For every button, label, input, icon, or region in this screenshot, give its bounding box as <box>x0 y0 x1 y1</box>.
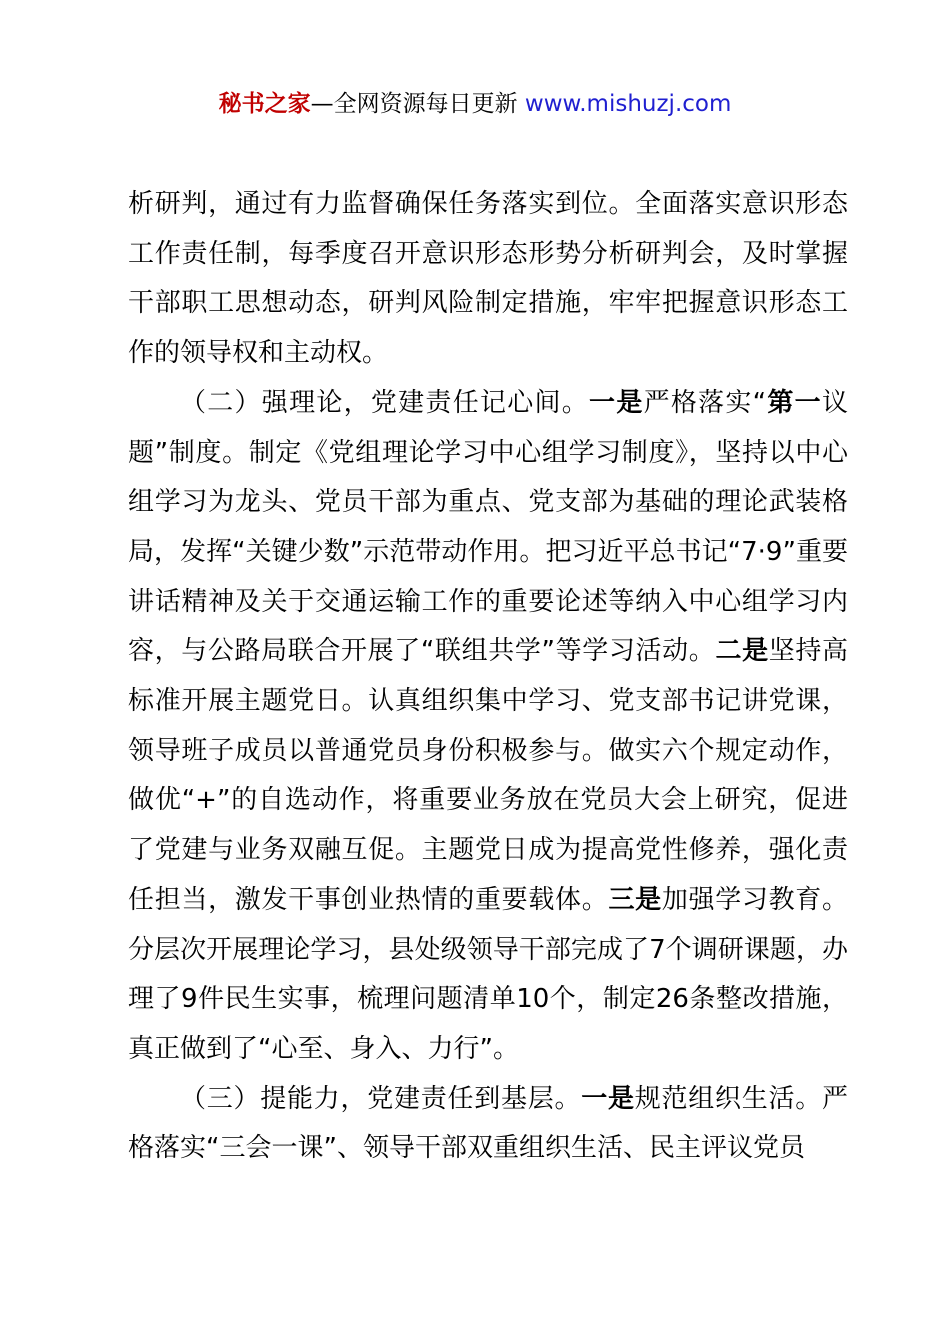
p2-bold-4: 三是 <box>608 884 662 915</box>
paragraph-2 <box>128 379 848 1075</box>
paragraph-1: 析研判，通过有力监督确保任务落实到位。全面落实意识形态工作责任制，每季度召开意识形态形势分析研判会，及时掌握干部职工思想动态，研判风险制定措施，牢牢把握意识形态工作的领导权和主动权。 <box>128 189 848 369</box>
header-url-link[interactable]: www.mishuzj.com <box>524 91 732 117</box>
p2-bold-2: 第一 <box>766 387 822 418</box>
p2-text-5: 加强学习教育。分层次开展理论学习，县处级领导干部完成了7个调研课题，办理了9件民生实事，梳理问题清单10个，制定26条整改措施，真正做到了“心至、身入、力行”。 <box>128 884 848 1064</box>
paragraph-3 <box>128 1075 848 1174</box>
page-header <box>0 88 950 120</box>
document-body <box>128 180 848 1174</box>
header-slogan: —全网资源每日更新 <box>310 91 525 117</box>
p2-bold-1: 一是 <box>589 387 644 418</box>
p2-text-3: 议题”制度。制定《党组理论学习中心组学习制度》，坚持以中心组学习为龙头、党员干部为重点、党支部为基础的理论武装格局，发挥“关键少数”示范带动作用。把习近平总书记“7·9”重要讲话精神及关于交通运输工作的重要论述等纳入中心组学习内容，与公路局联合开展了“联组共学”等学习活动。 <box>128 387 848 667</box>
p2-bold-3: 二是 <box>715 636 769 667</box>
p3-bold-1: 一是 <box>581 1083 635 1114</box>
p3-text-2: 规范组织生活。严格落实“三会一课”、领导干部双重组织生活、民主评议党员 <box>128 1083 848 1164</box>
p3-text-1: （三）提能力，党建责任到基层。 <box>180 1083 582 1114</box>
p2-text-2: 严格落实“ <box>643 387 767 418</box>
p2-text-1: （二）强理论，党建责任记心间。 <box>180 387 590 418</box>
p2-text-4: 坚持高标准开展主题党日。认真组织集中学习、党支部书记讲党课，领导班子成员以普通党员身份积极参与。做实六个规定动作，做优“+”的自选动作，将重要业务放在党员大会上研究，促进了党建与业务双融互促。主题党日成为提高党性修养，强化责任担当，激发干事创业热情的重要载体。 <box>128 636 848 915</box>
header-brand: 秘书之家 <box>218 91 311 117</box>
